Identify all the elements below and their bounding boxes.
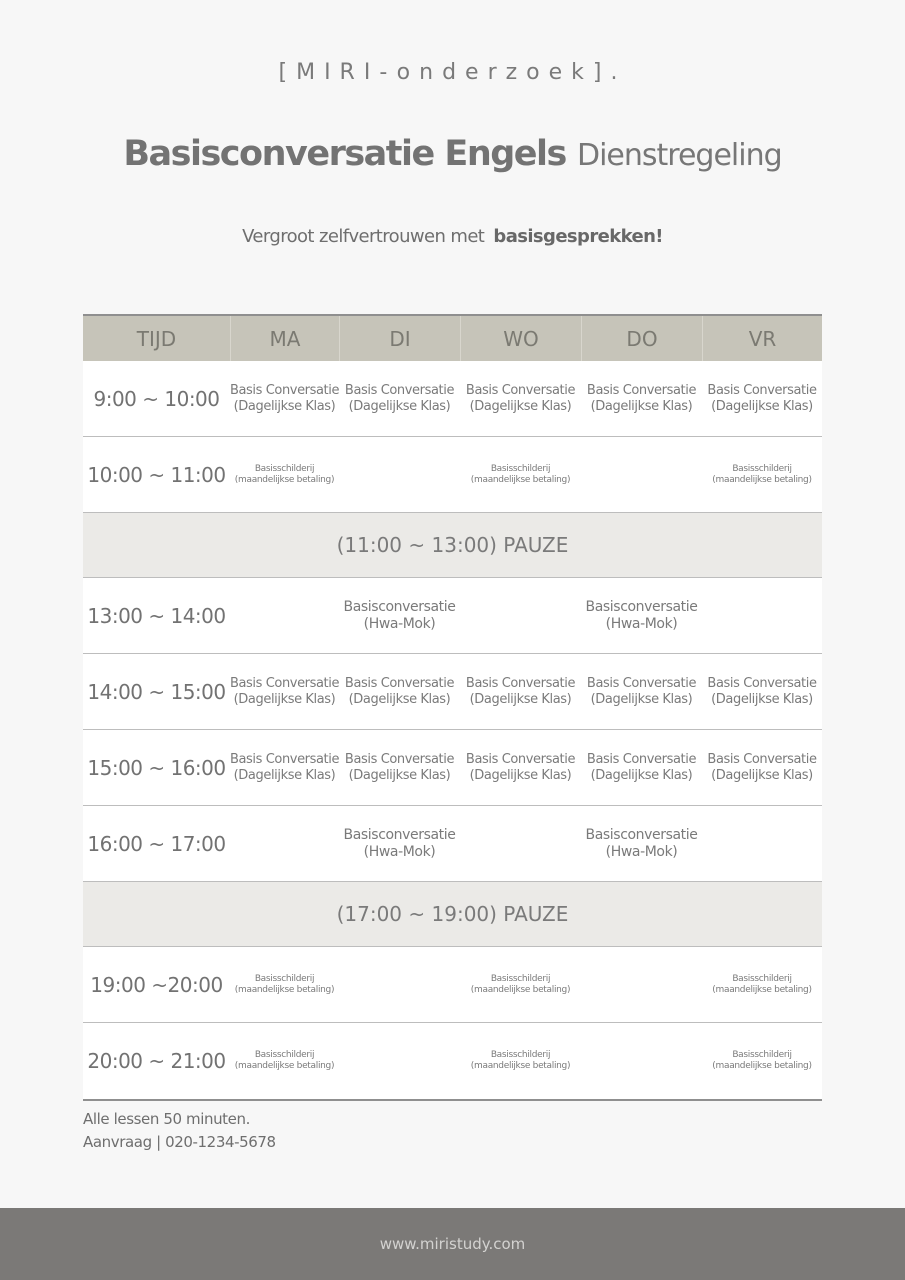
- tagline: [0, 226, 905, 247]
- class-cell-friday: [702, 578, 822, 653]
- class-cell-wednesday: [460, 730, 581, 805]
- class-name: Basis Conversatie: [230, 751, 339, 767]
- note-contact: Aanvraag | 020-1234-5678: [83, 1133, 276, 1151]
- class-cell-wednesday: [460, 806, 581, 881]
- class-detail: (Hwa-Mok): [363, 615, 436, 632]
- time-cell: [83, 730, 230, 805]
- class-name: Basis Conversatie: [344, 675, 455, 691]
- class-detail: (Dagelijkse Klas): [348, 398, 451, 414]
- class-name: Basisschilderij: [254, 1050, 315, 1060]
- class-detail: (Hwa-Mok): [363, 843, 436, 860]
- class-name: Basisconversatie: [585, 598, 698, 615]
- header-thursday: DO: [581, 316, 702, 361]
- class-cell-thursday: [581, 437, 702, 512]
- class-name: Basisschilderij: [254, 973, 315, 984]
- class-name: Basisschilderij: [490, 973, 551, 984]
- class-detail: (Dagelijkse Klas): [233, 691, 336, 707]
- class-detail: (Dagelijkse Klas): [711, 398, 813, 414]
- footer-url[interactable]: www.miristudy.com: [379, 1235, 526, 1253]
- class-cell-wednesday: [460, 361, 581, 436]
- class-detail: (Dagelijkse Klas): [469, 398, 572, 414]
- class-cell-friday: [702, 730, 822, 805]
- table-row: [83, 1023, 822, 1099]
- class-cell-thursday: [581, 806, 702, 881]
- class-cell-friday: [702, 654, 822, 729]
- class-cell-monday: [230, 437, 339, 512]
- time-label: 15:00 ~ 16:00: [87, 755, 226, 780]
- class-name: Basis Conversatie: [230, 675, 339, 691]
- header-monday: MA: [230, 316, 339, 361]
- notes: [83, 1108, 276, 1154]
- time-cell: [83, 361, 230, 436]
- class-detail: (maandelijkse betaling): [234, 984, 335, 995]
- header-time: TIJD: [136, 326, 177, 351]
- table-row: [83, 730, 822, 806]
- class-detail: (Dagelijkse Klas): [348, 767, 451, 783]
- class-cell-wednesday: [460, 1023, 581, 1099]
- table-header-row: [83, 316, 822, 361]
- class-name: Basisschilderij: [490, 463, 551, 474]
- break-row: [83, 513, 822, 578]
- class-detail: (maandelijkse betaling): [712, 474, 812, 485]
- footer: [0, 1208, 905, 1280]
- class-name: Basis Conversatie: [344, 382, 455, 398]
- class-name: Basis Conversatie: [586, 675, 697, 691]
- time-cell: [83, 806, 230, 881]
- class-cell-thursday: [581, 1023, 702, 1099]
- class-detail: (Dagelijkse Klas): [233, 398, 336, 414]
- class-cell-wednesday: [460, 947, 581, 1022]
- title-main: Basisconversatie Engels: [123, 134, 566, 174]
- class-cell-monday: [230, 947, 339, 1022]
- time-cell: [83, 578, 230, 653]
- class-detail: (maandelijkse betaling): [470, 1061, 571, 1071]
- class-cell-thursday: [581, 578, 702, 653]
- class-detail: (Dagelijkse Klas): [590, 398, 693, 414]
- class-detail: (Dagelijkse Klas): [711, 691, 813, 707]
- class-detail: (Dagelijkse Klas): [469, 691, 572, 707]
- class-detail: (maandelijkse betaling): [234, 1061, 335, 1071]
- class-name: Basisschilderij: [254, 463, 315, 474]
- time-cell: [83, 947, 230, 1022]
- class-cell-monday: [230, 1023, 339, 1099]
- class-detail: (maandelijkse betaling): [470, 474, 571, 485]
- tagline-text: Vergroot zelfvertrouwen met: [242, 226, 485, 247]
- break-label: (11:00 ~ 13:00) PAUZE: [336, 533, 569, 557]
- class-cell-friday: [702, 361, 822, 436]
- class-cell-tuesday: [339, 437, 460, 512]
- class-name: Basisconversatie: [343, 826, 456, 843]
- class-cell-tuesday: [339, 947, 460, 1022]
- class-cell-monday: [230, 806, 339, 881]
- table-row: [83, 947, 822, 1023]
- class-name: Basis Conversatie: [586, 382, 697, 398]
- class-detail: (maandelijkse betaling): [470, 984, 571, 995]
- class-cell-friday: [702, 437, 822, 512]
- class-detail: (Dagelijkse Klas): [469, 767, 572, 783]
- class-name: Basis Conversatie: [586, 751, 697, 767]
- class-cell-tuesday: [339, 654, 460, 729]
- class-cell-monday: [230, 730, 339, 805]
- class-cell-tuesday: [339, 806, 460, 881]
- class-detail: (maandelijkse betaling): [234, 474, 335, 485]
- class-detail: (Dagelijkse Klas): [590, 767, 693, 783]
- class-name: Basisconversatie: [343, 598, 456, 615]
- schedule-table: [83, 314, 822, 1101]
- table-row: [83, 578, 822, 654]
- class-cell-tuesday: [339, 578, 460, 653]
- time-label: 16:00 ~ 17:00: [87, 831, 226, 856]
- class-cell-wednesday: [460, 654, 581, 729]
- time-cell: [83, 654, 230, 729]
- class-detail: (maandelijkse betaling): [712, 984, 812, 995]
- class-cell-friday: [702, 806, 822, 881]
- class-name: Basis Conversatie: [344, 751, 455, 767]
- class-cell-wednesday: [460, 437, 581, 512]
- class-cell-monday: [230, 361, 339, 436]
- class-cell-thursday: [581, 654, 702, 729]
- class-name: Basis Conversatie: [707, 675, 817, 691]
- header-tuesday: DI: [339, 316, 460, 361]
- page-title: [0, 134, 905, 174]
- class-cell-wednesday: [460, 578, 581, 653]
- break-label: (17:00 ~ 19:00) PAUZE: [336, 902, 569, 926]
- class-cell-friday: [702, 947, 822, 1022]
- header-friday: VR: [702, 316, 822, 361]
- class-name: Basis Conversatie: [465, 382, 576, 398]
- class-detail: (Dagelijkse Klas): [348, 691, 451, 707]
- class-name: Basis Conversatie: [230, 382, 339, 398]
- table-row: [83, 437, 822, 513]
- class-cell-monday: [230, 654, 339, 729]
- time-label: 19:00 ~20:00: [90, 972, 223, 997]
- class-name: Basisschilderij: [490, 1050, 551, 1060]
- brand-name: [MIRI-onderzoek].: [278, 60, 627, 85]
- tagline-bold: basisgesprekken!: [493, 226, 663, 247]
- note-duration: Alle lessen 50 minuten.: [83, 1110, 250, 1128]
- class-detail: (Dagelijkse Klas): [590, 691, 693, 707]
- class-name: Basisschilderij: [732, 463, 792, 474]
- class-cell-tuesday: [339, 361, 460, 436]
- table-row: [83, 361, 822, 437]
- class-name: Basisschilderij: [732, 973, 792, 984]
- class-detail: (Dagelijkse Klas): [711, 767, 813, 783]
- table-row: [83, 654, 822, 730]
- class-cell-tuesday: [339, 730, 460, 805]
- class-name: Basisschilderij: [732, 1050, 792, 1060]
- class-detail: (maandelijkse betaling): [712, 1061, 812, 1071]
- class-detail: (Hwa-Mok): [605, 843, 678, 860]
- break-row: [83, 882, 822, 947]
- time-label: 13:00 ~ 14:00: [87, 603, 226, 628]
- class-cell-tuesday: [339, 1023, 460, 1099]
- header-wednesday: WO: [460, 316, 581, 361]
- class-name: Basis Conversatie: [465, 751, 576, 767]
- class-cell-thursday: [581, 947, 702, 1022]
- time-label: 9:00 ~ 10:00: [93, 386, 220, 411]
- class-cell-thursday: [581, 730, 702, 805]
- time-label: 10:00 ~ 11:00: [87, 462, 226, 487]
- title-sub: Dienstregeling: [576, 138, 782, 173]
- class-cell-thursday: [581, 361, 702, 436]
- class-name: Basis Conversatie: [465, 675, 576, 691]
- time-cell: [83, 1023, 230, 1099]
- class-name: Basis Conversatie: [707, 751, 817, 767]
- time-label: 14:00 ~ 15:00: [87, 679, 226, 704]
- class-cell-monday: [230, 578, 339, 653]
- class-cell-friday: [702, 1023, 822, 1099]
- class-detail: (Hwa-Mok): [605, 615, 678, 632]
- class-detail: (Dagelijkse Klas): [233, 767, 336, 783]
- class-name: Basisconversatie: [585, 826, 698, 843]
- time-label: 20:00 ~ 21:00: [87, 1049, 226, 1073]
- table-row: [83, 806, 822, 882]
- class-name: Basis Conversatie: [707, 382, 817, 398]
- time-cell: [83, 437, 230, 512]
